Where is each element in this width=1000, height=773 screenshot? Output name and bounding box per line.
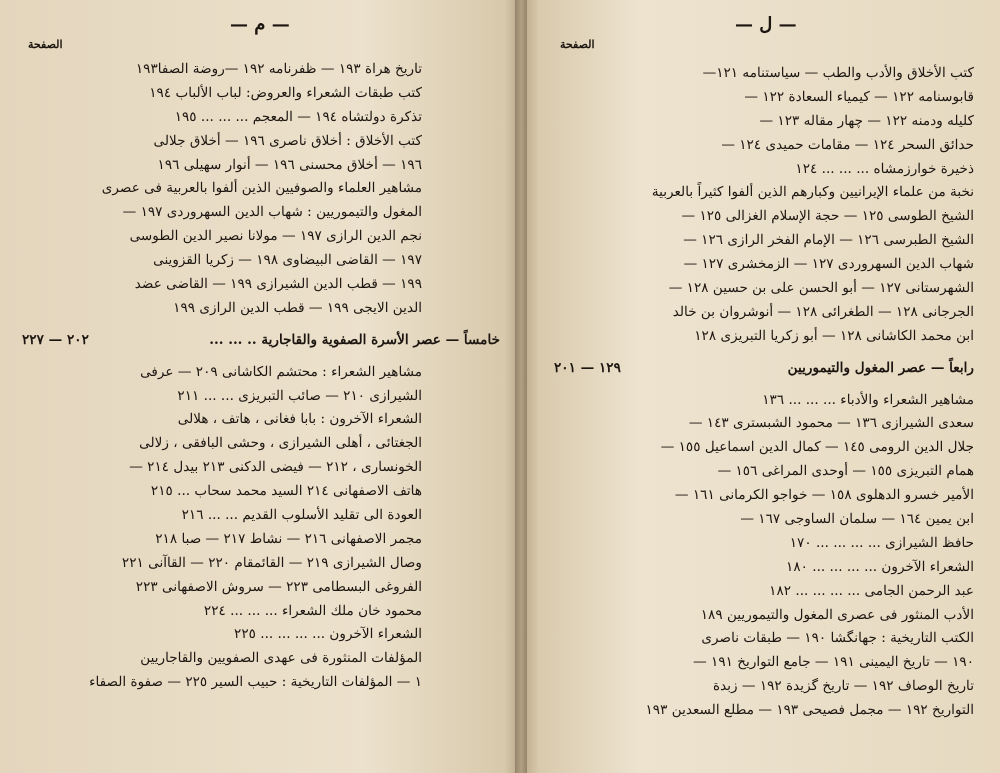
section-title: خامساً — عصر الأسرة الصفوية والقاجارية .. ... ... — [209, 331, 500, 348]
toc-entry-line: ١٩٩ — قطب الدين الشيرازى ١٩٩ — القاضى عضد — [134, 276, 422, 293]
toc-entry-line: ١ — المؤلفات التاريخية : حبيب السير ٢٢٥ — صفوة الصفاء — [89, 674, 422, 691]
toc-entry-line: ١٩٦ — أخلاق محسنى ١٩٦ — أنوار سهيلى ١٩٦ — [157, 156, 422, 173]
toc-entry-line: مشاهير العلماء والصوفيين الذين ألفوا بالعربية فى عصرى — [101, 180, 422, 197]
toc-entry-line: همام التبريزى ١٥٥ — أوحدى المراغى ١٥٦ — — [717, 463, 974, 480]
toc-entry-line: مشاهير الشعراء والأدباء ... ... ... ١٣٦ — [762, 391, 974, 408]
toc-entry-line: الشعراء الآخرون ... ... ... ... ١٨٠ — [786, 558, 974, 575]
toc-entry-line: مجمر الاصفهانى ٢١٦ — نشاط ٢١٧ — صبا ٢١٨ — [155, 530, 422, 547]
toc-entry-line: محمود خان ملك الشعراء ... ... ... ٢٢٤ — [203, 602, 422, 619]
toc-entry-line: قابوسنامه ١٢٢ — كيمياء السعادة ١٢٢ — — [744, 88, 974, 105]
toc-entry-line: الشيرازى ٢١٠ — صائب التبريزى ... ... ٢١١ — [177, 387, 422, 404]
toc-entry-line: الشعراء الآخرون : بابا فغانى ، هاتف ، هلالى — [177, 411, 422, 428]
toc-entry-line: التواريخ ١٩٢ — مجمل فصيحى ١٩٣ — مطلع السعدين ١٩٣ — [645, 702, 974, 719]
toc-entry-line: العودة الى تقليد الأسلوب القديم ... ... ٢١٦ — [181, 507, 422, 524]
toc-entry-line: مشاهير الشعراء : محتشم الكاشانى ٢٠٩ — عرفى — [140, 363, 422, 380]
toc-entry-line: كتب الأخلاق والأدب والطب — سياستنامه ١٢١— — [702, 65, 974, 81]
toc-entry-line: المغول والتيموريين : شهاب الدين السهروردى ١٩٧ — — [122, 204, 422, 221]
toc-entry-line: الخونسارى ، ٢١٢ — فيضى الدكنى ٢١٣ بيدل ٢١٤ — — [129, 459, 422, 476]
toc-entry-line: تاريخ الوصاف ١٩٢ — تاريخ گزيدة ١٩٢ — زبدة — [712, 678, 974, 695]
toc-entry-line: حافظ الشيرازى ... ... ... ... ١٧٠ — [789, 534, 974, 551]
toc-entry-line: وصال الشيرازى ٢١٩ — القائمقام ٢٢٠ — القاآنى ٢٢١ — [121, 554, 422, 571]
toc-entry-line: نخبة من علماء الإيرانيين وكبارهم الذين ألفوا كثيراً بالعربية — [651, 184, 974, 201]
toc-entry-line: الجغتائى ، أهلى الشيرازى ، وحشى البافقى ، زلالى — [139, 435, 422, 452]
toc-lines — [554, 38, 974, 723]
page-header: — ل — — [735, 14, 797, 35]
toc-entry-line: الشعراء الآخرون ... ... ... ... ٢٢٥ — [234, 626, 422, 643]
toc-entry-line: شهاب الدين السهروردى ١٢٧ — الزمخشرى ١٢٧ — — [683, 256, 974, 273]
toc-entry-line: كليله ودمنه ١٢٢ — چهار مقاله ١٢٣ — — [759, 112, 974, 129]
toc-entry-line: ذخيرة خوارزمشاه ... ... ... ١٢٤ — [795, 160, 974, 177]
toc-entry-line: ابن يمين ١٦٤ — سلمان الساوجى ١٦٧ — — [740, 511, 974, 528]
toc-entry-line: الشيخ الطبرسى ١٢٦ — الإمام الفخر الرازى ١٢٦ — — [683, 232, 974, 249]
page-header: — م — — [230, 14, 290, 35]
toc-entry-line: جلال الدين الرومى ١٤٥ — كمال الدين اسماعيل ١٥٥ — — [660, 439, 974, 456]
toc-entry-line: الفروغى البسطامى ٢٢٣ — سروش الاصفهانى ٢٢٣ — [135, 578, 422, 595]
page-column-label: الصفحة — [28, 38, 63, 51]
section-heading — [554, 357, 974, 381]
section-page-range: ١٢٩ — ٢٠١ — [554, 359, 621, 376]
toc-entry-line: المؤلفات المنثورة فى عهدى الصفويين والقاجاريين — [140, 650, 422, 667]
toc-entry-line: الجرجانى ١٢٨ — الطغرائى ١٢٨ — أنوشروان بن خالد — [672, 303, 974, 320]
toc-entry-line: تذكرة دولتشاه ١٩٤ — المعجم ... ... ... ١٩٥ — [174, 108, 422, 125]
toc-entry-line: الأمير خسرو الدهلوى ١٥٨ — خواجو الكرمانى ١٦١ — — [674, 487, 974, 504]
toc-entry-line: حدائق السحر ١٢٤ — مقامات حميدى ١٢٤ — — [721, 136, 974, 153]
toc-entry-line: عبد الرحمن الجامى ... ... ... ... ١٨٢ — [769, 582, 974, 599]
toc-entry-line: كتب طبقات الشعراء والعروض: لباب الألباب ١٩٤ — [149, 84, 422, 101]
toc-lines — [22, 58, 500, 695]
book-gutter — [515, 0, 527, 773]
section-page-range: ٢٠٢ — ٢٢٧ — [22, 331, 89, 348]
toc-entry-line: الدين الايجى ١٩٩ — قطب الدين الرازى ١٩٩ — [173, 299, 422, 316]
toc-entry-line: الشهرستانى ١٢٧ — أبو الحسن على بن حسين ١٢٨ — — [668, 280, 974, 297]
toc-entry-line: ١٩٧ — القاضى البيضاوى ١٩٨ — زكريا القزوينى — [153, 252, 422, 269]
section-heading — [22, 329, 500, 353]
toc-entry-line: كتب الأخلاق : أخلاق ناصرى ١٩٦ — أخلاق جلالى — [153, 132, 422, 149]
right-page — [520, 0, 1000, 773]
toc-entry-line: تاريخ هراة ١٩٣ — ظفرنامه ١٩٢ —روضة الصفا١٩٣ — [135, 61, 422, 77]
toc-entry-line: ابن محمد الكاشانى ١٢٨ — أبو زكريا التبريزى ١٢٨ — [694, 327, 974, 344]
section-title: رابعاً — عصر المغول والتيموريين — [787, 359, 974, 376]
toc-entry-line: الأدب المنثور فى عصرى المغول والتيموريين ١٨٩ — [700, 606, 974, 623]
toc-entry-line: الكتب التاريخية : جهانگشا ١٩٠ — طبقات ناصرى — [701, 630, 974, 647]
toc-entry-line: الشيخ الطوسى ١٢٥ — حجة الإسلام الغزالى ١٢٥ — — [681, 208, 974, 225]
page-column-label: الصفحة — [560, 38, 595, 51]
toc-entry-line: ١٩٠ — تاريخ اليمينى ١٩١ — جامع التواريخ ١٩١ — — [693, 654, 974, 671]
toc-entry-line: سعدى الشيرازى ١٣٦ — محمود الشبسترى ١٤٣ — — [688, 415, 974, 432]
toc-entry-line: نجم الدين الرازى ١٩٧ — مولانا نصير الدين الطوسى — [129, 228, 422, 245]
toc-entry-line: هاتف الاصفهانى ٢١٤ السيد محمد سحاب ... ٢١٥ — [150, 483, 422, 500]
